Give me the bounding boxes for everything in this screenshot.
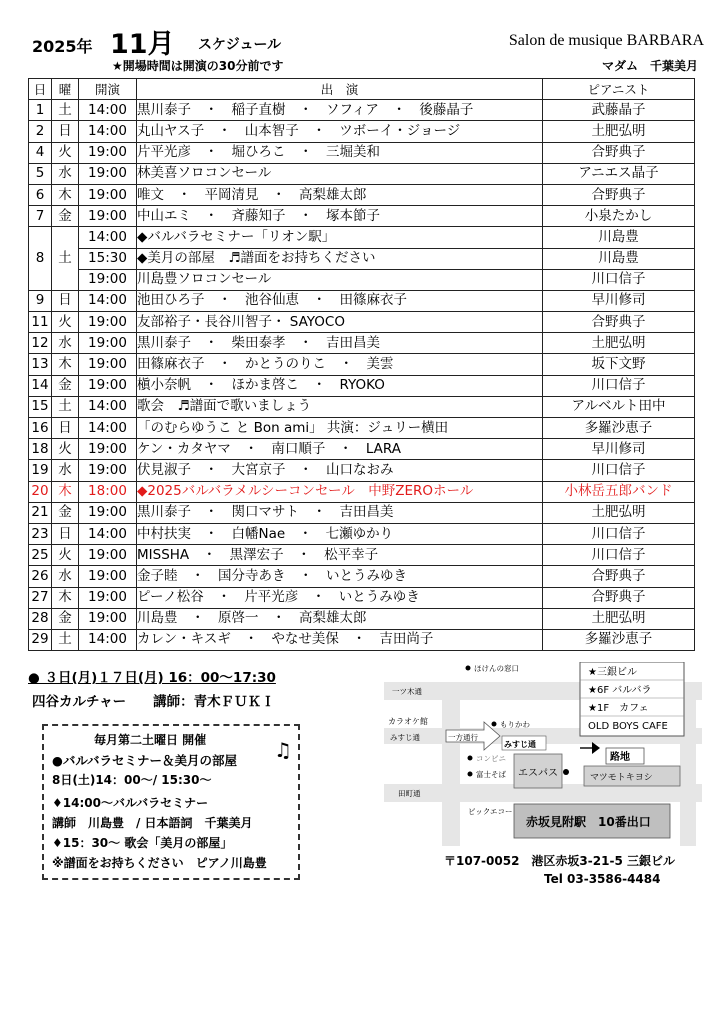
table-row	[29, 248, 695, 269]
cell-pianist: 早川修司	[543, 290, 695, 311]
cell-day: 2	[29, 121, 52, 142]
table-row	[29, 523, 695, 544]
cell-time: 19:00	[79, 312, 137, 333]
cell-time: 14:00	[79, 121, 137, 142]
cell-pianist: アニエス晶子	[543, 163, 695, 184]
table-row	[29, 333, 695, 354]
cell-pianist: 小泉たかし	[543, 206, 695, 227]
table-row	[29, 206, 695, 227]
cell-performers: ◆美月の部屋 ♬譜面をお持ちください	[137, 248, 543, 269]
cell-performers: 黒川泰子 ・ 柴田泰孝 ・ 吉田昌美	[137, 333, 543, 354]
cell-pianist: 川口信子	[543, 545, 695, 566]
cell-day: 15	[29, 396, 52, 417]
cell-performers: 川島豊 ・ 原啓一 ・ 高梨雄太郎	[137, 608, 543, 629]
cell-time: 19:00	[79, 142, 137, 163]
cell-day: 21	[29, 502, 52, 523]
cell-pianist: 川島豊	[543, 227, 695, 248]
cell-pianist: アルベルト田中	[543, 396, 695, 417]
table-row	[29, 312, 695, 333]
cell-dow: 水	[52, 163, 79, 184]
road	[442, 682, 460, 846]
cell-time: 14:00	[79, 418, 137, 439]
cell-performers: 歌会 ♬譜面で歌いましょう	[137, 396, 543, 417]
building-item: ★1F カフェ	[588, 703, 649, 714]
cell-day: 20	[29, 481, 52, 502]
cell-performers: 川島豊ソロコンセール	[137, 269, 543, 290]
cell-time: 19:00	[79, 502, 137, 523]
landmark: もりかわ	[500, 720, 530, 729]
cell-pianist: 合野典子	[543, 312, 695, 333]
street-label: 一ツ木通	[392, 687, 422, 696]
cell-day: 8	[29, 227, 52, 291]
cell-day: 26	[29, 566, 52, 587]
salon-name: Salon de musique BARBARA	[508, 32, 704, 49]
schedule-table	[28, 78, 695, 651]
seminar-line: 毎月第二土曜日 開催	[94, 733, 207, 747]
cell-day: 12	[29, 333, 52, 354]
table-row	[29, 227, 695, 248]
cell-dow: 金	[52, 206, 79, 227]
cell-day: 9	[29, 290, 52, 311]
seminar-line: ♦14:00〜バルバラセミナー	[52, 796, 209, 810]
header-time: 開演	[79, 79, 137, 100]
address: 〒107-0052 港区赤坂3-21-5 三銀ビル	[444, 854, 675, 868]
cell-performers: 中山エミ ・ 斉藤知子 ・ 塚本節子	[137, 206, 543, 227]
cell-dow: 日	[52, 121, 79, 142]
cell-dow: 火	[52, 439, 79, 460]
cell-time: 19:00	[79, 375, 137, 396]
table-row	[29, 566, 695, 587]
cell-performers: 林美喜ソロコンセール	[137, 163, 543, 184]
table-row	[29, 545, 695, 566]
table-row	[29, 375, 695, 396]
cell-pianist: 早川修司	[543, 439, 695, 460]
cell-performers: 唯文 ・ 平岡清見 ・ 高梨雄太郎	[137, 184, 543, 205]
cell-day: 28	[29, 608, 52, 629]
seminar-line: 講師 川島豊 / 日本語詞 千葉美月	[52, 816, 253, 830]
cell-time: 19:00	[79, 608, 137, 629]
cell-day: 13	[29, 354, 52, 375]
cell-performers: 「のむらゆうこ と Bon ami」 共演：ジュリー横田	[137, 418, 543, 439]
cell-pianist: 小林岳五郎バンド	[543, 481, 695, 502]
cell-pianist: 川口信子	[543, 375, 695, 396]
cell-performers: ピーノ松谷 ・ 片平光彦 ・ いとうみゆき	[137, 587, 543, 608]
cell-time: 14:00	[79, 100, 137, 121]
lecture-info	[28, 666, 276, 710]
cell-day: 7	[29, 206, 52, 227]
cell-day: 4	[29, 142, 52, 163]
cell-performers: 伏見淑子 ・ 大宮京子 ・ 山口なおみ	[137, 460, 543, 481]
cell-time: 19:00	[79, 460, 137, 481]
table-row	[29, 502, 695, 523]
cell-performers: 槇小奈帆 ・ ほかま啓こ ・ RYOKO	[137, 375, 543, 396]
cell-day: 5	[29, 163, 52, 184]
cell-dow: 木	[52, 184, 79, 205]
cell-performers: 金子睦 ・ 国分寺あき ・ いとうみゆき	[137, 566, 543, 587]
cell-pianist: 多羅沙恵子	[543, 418, 695, 439]
cell-performers: 池田ひろ子 ・ 池谷仙恵 ・ 田篠麻衣子	[137, 290, 543, 311]
cell-dow: 水	[52, 460, 79, 481]
schedule-body	[29, 100, 695, 651]
cell-performers: 中村扶実 ・ 白幡Nae ・ 七瀬ゆかり	[137, 523, 543, 544]
cell-dow: 土	[52, 227, 79, 291]
cell-dow: 土	[52, 100, 79, 121]
building-item: OLD BOYS CAFE	[588, 721, 668, 732]
table-row	[29, 290, 695, 311]
seminar-line: ♦15：30〜 歌会「美月の部屋」	[52, 836, 233, 850]
lecture-dates: ● ３日(月)１７日(月) 16：00〜17:30	[28, 670, 276, 686]
cell-time: 19:00	[79, 587, 137, 608]
cell-dow: 木	[52, 481, 79, 502]
cell-time: 19:00	[79, 206, 137, 227]
cell-day: 1	[29, 100, 52, 121]
cell-time: 19:00	[79, 439, 137, 460]
cell-time: 19:00	[79, 354, 137, 375]
cell-time: 14:00	[79, 290, 137, 311]
cell-dow: 火	[52, 545, 79, 566]
cell-dow: 日	[52, 523, 79, 544]
cell-time: 19:00	[79, 269, 137, 290]
landmark: カラオケ館	[388, 717, 428, 726]
header	[32, 28, 704, 74]
cell-dow: 火	[52, 142, 79, 163]
cell-day: 16	[29, 418, 52, 439]
cell-time: 14:00	[79, 396, 137, 417]
cell-day: 18	[29, 439, 52, 460]
telephone: Tel 03-3586-4484	[544, 872, 661, 886]
lecture-venue: 四谷カルチャー 講師：青木ＦＵＫＩ	[32, 694, 275, 710]
cell-performers: ケン・カタヤマ ・ 南口順子 ・ LARA	[137, 439, 543, 460]
table-row	[29, 163, 695, 184]
table-row	[29, 439, 695, 460]
cell-performers: MISSHA ・ 黒澤宏子 ・ 松平幸子	[137, 545, 543, 566]
landmark: マツモトキヨシ	[590, 773, 653, 783]
cell-dow: 日	[52, 418, 79, 439]
street-label: 田町通	[398, 789, 421, 798]
cell-time: 15:30	[79, 248, 137, 269]
cell-time: 14:00	[79, 629, 137, 650]
seminar-line: ※譜面をお持ちください ピアノ川島豊	[52, 856, 267, 870]
cell-pianist: 坂下文野	[543, 354, 695, 375]
table-row	[29, 608, 695, 629]
table-row	[29, 184, 695, 205]
table-row	[29, 587, 695, 608]
cell-dow: 木	[52, 587, 79, 608]
landmark: 路地	[610, 752, 630, 763]
cell-time: 19:00	[79, 333, 137, 354]
seminar-line: ●バルバラセミナー＆美月の部屋	[52, 753, 238, 768]
header-performers: 出 演	[137, 79, 543, 100]
cell-performers: 田篠麻衣子 ・ かとうのりこ ・ 美雲	[137, 354, 543, 375]
cell-day: 11	[29, 312, 52, 333]
building-item: ★6F バルバラ	[588, 685, 652, 696]
table-row	[29, 121, 695, 142]
cell-pianist: 川口信子	[543, 269, 695, 290]
cell-performers: 黒川泰子 ・ 稲子直樹 ・ ソフィア ・ 後藤晶子	[137, 100, 543, 121]
cell-pianist: 合野典子	[543, 587, 695, 608]
table-row	[29, 100, 695, 121]
cell-pianist: 川口信子	[543, 460, 695, 481]
cell-day: 19	[29, 460, 52, 481]
seminar-line: 8日(土)14：00〜/ 15:30〜	[52, 773, 212, 787]
cell-pianist: 多羅沙恵子	[543, 629, 695, 650]
street-label: みすじ通	[504, 740, 536, 749]
cell-pianist: 合野典子	[543, 142, 695, 163]
cell-pianist: 土肥弘明	[543, 333, 695, 354]
cell-time: 14:00	[79, 227, 137, 248]
cell-dow: 金	[52, 375, 79, 396]
header-day: 日	[29, 79, 52, 100]
building-item: ★三銀ビル	[588, 667, 637, 678]
cell-dow: 土	[52, 629, 79, 650]
cell-time: 19:00	[79, 545, 137, 566]
cell-performers: 友部裕子・長谷川智子・ SAYOCO	[137, 312, 543, 333]
cell-pianist: 合野典子	[543, 184, 695, 205]
landmark: ビックエコー	[468, 807, 513, 816]
cell-pianist: 川島豊	[543, 248, 695, 269]
street-label: みすじ通	[390, 733, 420, 742]
table-row	[29, 354, 695, 375]
madam-name: マダム 千葉美月	[601, 59, 698, 73]
table-row	[29, 396, 695, 417]
music-note-icon: ♫	[274, 738, 292, 762]
cell-performers: ◆バルバラセミナー「リオン駅」	[137, 227, 543, 248]
table-row	[29, 481, 695, 502]
cell-day: 27	[29, 587, 52, 608]
cell-pianist: 武藤晶子	[543, 100, 695, 121]
cell-pianist: 土肥弘明	[543, 608, 695, 629]
header-pianist: ピアニスト	[543, 79, 695, 100]
cell-dow: 水	[52, 566, 79, 587]
table-header-row	[29, 79, 695, 100]
month: 11月	[110, 29, 175, 60]
year: 2025年	[32, 37, 93, 56]
cell-dow: 金	[52, 502, 79, 523]
cell-dow: 木	[52, 354, 79, 375]
cell-time: 19:00	[79, 163, 137, 184]
cell-time: 19:00	[79, 566, 137, 587]
cell-dow: 日	[52, 290, 79, 311]
opening-note: ★開場時間は開演の30分前です	[112, 59, 284, 73]
cell-day: 23	[29, 523, 52, 544]
cell-pianist: 土肥弘明	[543, 121, 695, 142]
cell-dow: 金	[52, 608, 79, 629]
table-row	[29, 269, 695, 290]
seminar-box	[42, 724, 300, 880]
access-map	[384, 662, 702, 846]
cell-performers: ◆2025バルバラメルシーコンセール 中野ZEROホール	[137, 481, 543, 502]
cell-time: 19:00	[79, 184, 137, 205]
cell-pianist: 川口信子	[543, 523, 695, 544]
station-label: 赤坂見附駅 10番出口	[526, 815, 651, 829]
table-row	[29, 418, 695, 439]
cell-dow: 水	[52, 333, 79, 354]
cell-time: 14:00	[79, 523, 137, 544]
cell-performers: 丸山ヤス子 ・ 山本智子 ・ ツボーイ・ジョージ	[137, 121, 543, 142]
cell-pianist: 合野典子	[543, 566, 695, 587]
cell-performers: 黒川泰子 ・ 関口マサト ・ 吉田昌美	[137, 502, 543, 523]
cell-day: 14	[29, 375, 52, 396]
cell-dow: 土	[52, 396, 79, 417]
header-dow: 曜	[52, 79, 79, 100]
cell-day: 6	[29, 184, 52, 205]
table-row	[29, 629, 695, 650]
cell-day: 29	[29, 629, 52, 650]
landmark: エスパス	[518, 768, 558, 779]
landmark: ほけんの窓口	[474, 664, 519, 673]
schedule-label: スケジュール	[198, 37, 282, 53]
cell-dow: 火	[52, 312, 79, 333]
cell-time: 18:00	[79, 481, 137, 502]
landmark: 富士そば	[476, 770, 506, 779]
cell-day: 25	[29, 545, 52, 566]
table-row	[29, 142, 695, 163]
street-label: 一方通行	[448, 733, 478, 742]
landmark: コンビニ	[476, 754, 506, 763]
table-row	[29, 460, 695, 481]
cell-pianist: 土肥弘明	[543, 502, 695, 523]
cell-performers: 片平光彦 ・ 堀ひろこ ・ 三堀美和	[137, 142, 543, 163]
cell-performers: カレン・キスギ ・ やなせ美保 ・ 吉田尚子	[137, 629, 543, 650]
